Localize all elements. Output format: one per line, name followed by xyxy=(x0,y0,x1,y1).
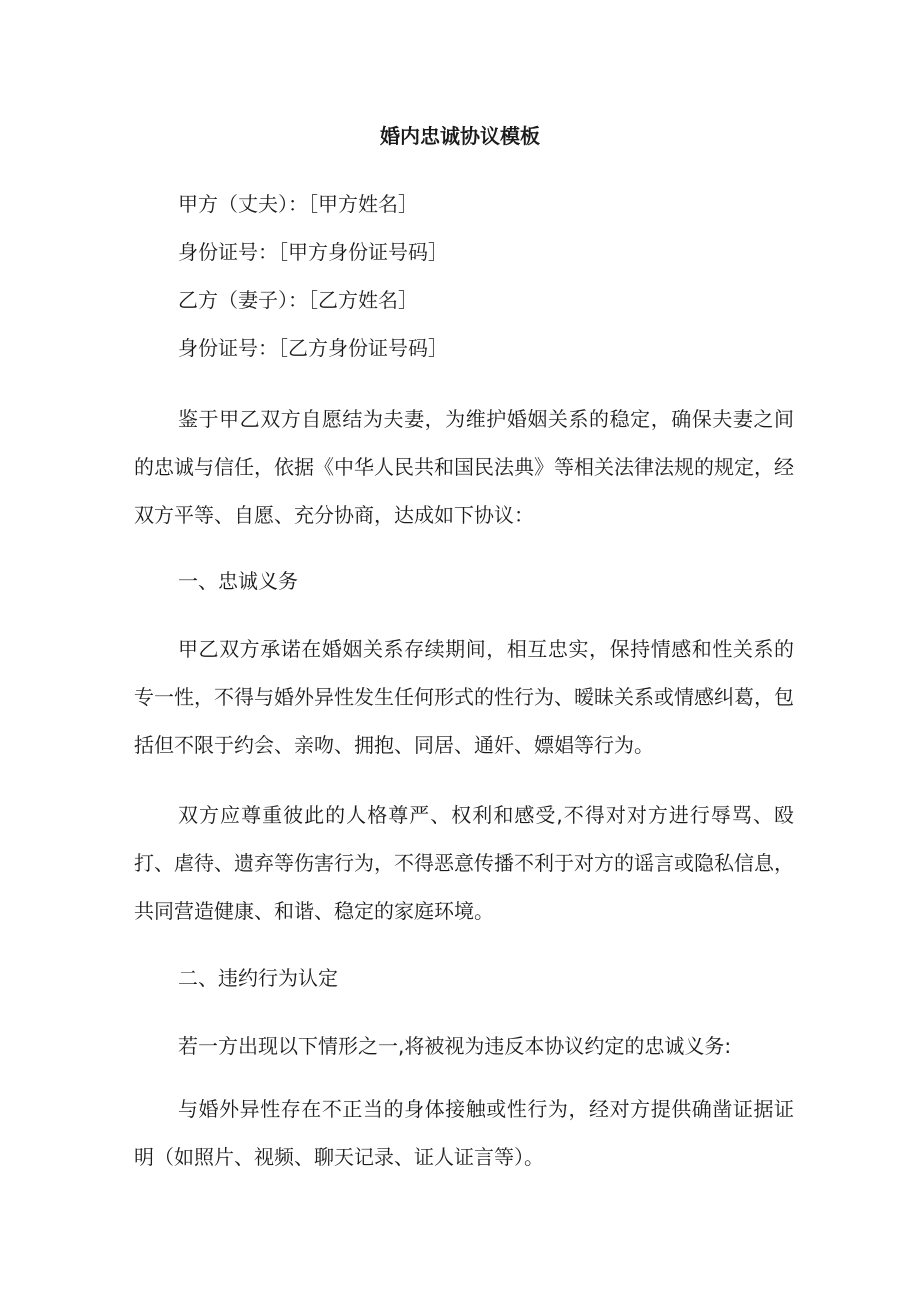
section1-paragraph-2: 双方应尊重彼此的人格尊严、权利和感受,不得对对方进行辱骂、殴打、虐待、遗弃等伤害行为，不得恶意传播不利于对方的谣言或隐私信息，共同营造健康、和谐、稳定的家庭环境。 xyxy=(134,803,794,923)
section2-intro: 若一方出现以下情形之一,将被视为违反本协议约定的忠诚义务: xyxy=(178,1034,732,1058)
section2-item-1: 与婚外异性存在不正当的身体接触或性行为，经对方提供确凿证据证明（如照片、视频、聊天记录、证人证言等）。 xyxy=(134,1097,794,1169)
section1-heading: 一、忠诚义务 xyxy=(178,569,298,593)
party-a-id: 身份证号：［甲方身份证号码］ xyxy=(178,240,448,264)
party-b-id: 身份证号：［乙方身份证号码］ xyxy=(178,336,448,360)
party-a-name: 甲方（丈夫）：［甲方姓名］ xyxy=(178,192,418,216)
document-title: 婚内忠诚协议模板 xyxy=(380,124,540,148)
section1-paragraph-1: 甲乙双方承诺在婚姻关系存续期间，相互忠实，保持情感和性关系的专一性，不得与婚外异性发生任何形式的性行为、暧昧关系或情感纠葛，包括但不限于约会、亲吻、拥抱、同居、通奸、嫖娼等行为。 xyxy=(134,637,794,757)
section2-heading: 二、违约行为认定 xyxy=(178,966,338,990)
party-b-name: 乙方（妻子）：［乙方姓名］ xyxy=(178,288,418,312)
preamble-paragraph: 鉴于甲乙双方自愿结为夫妻，为维护婚姻关系的稳定，确保夫妻之间的忠诚与信任，依据《中华人民共和国民法典》等相关法律法规的规定，经双方平等、自愿、充分协商，达成如下协议： xyxy=(134,407,794,527)
